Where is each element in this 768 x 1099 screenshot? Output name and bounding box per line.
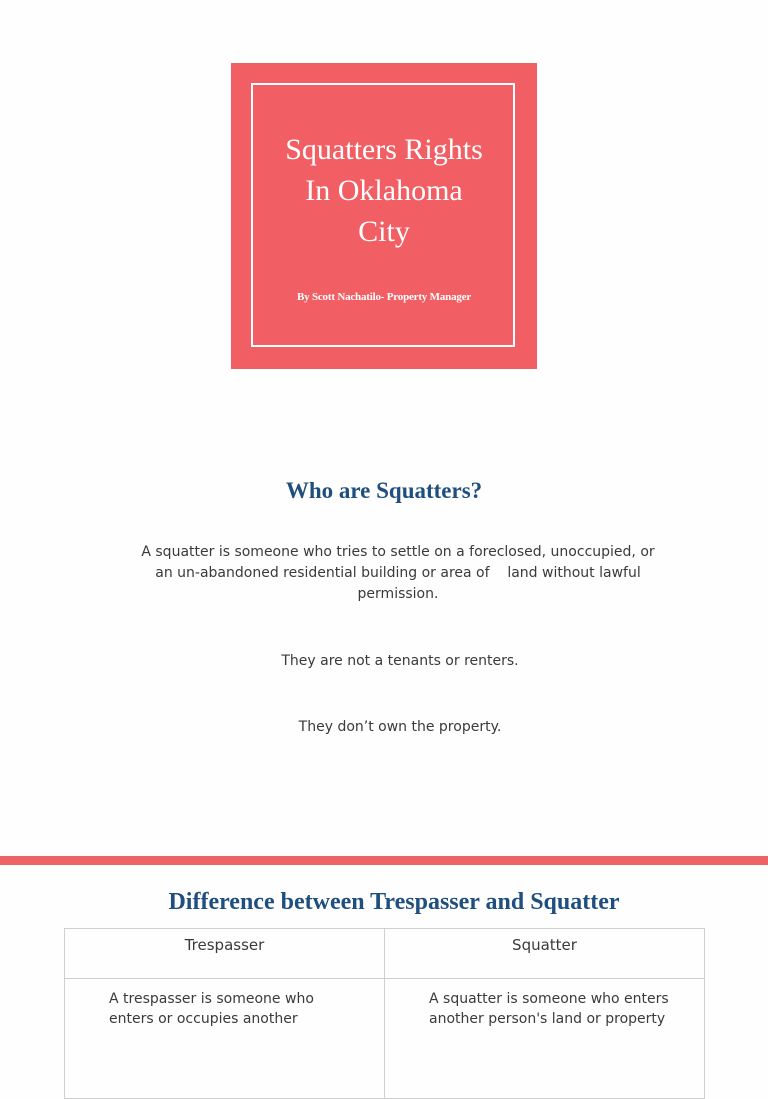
column-header-trespasser: Trespasser [65, 929, 385, 979]
column-header-squatter: Squatter [385, 929, 705, 979]
cover-title [231, 129, 537, 252]
table-header-row [65, 929, 705, 979]
comparison-table [64, 928, 705, 1099]
not-tenants-text: They are not a tenants or renters. [281, 653, 519, 669]
squatter-description: A squatter is someone who enters another person's land or property [385, 979, 705, 1099]
definition-line: permission. [357, 586, 439, 602]
section-divider [0, 856, 768, 865]
cover-title-line: In Oklahoma [305, 174, 463, 207]
cover-author: By Scott Nachatilo- Property Manager [296, 291, 472, 303]
not-owners-text: They don’t own the property. [298, 719, 502, 735]
cover-title-line: Squatters Rights [285, 133, 483, 166]
trespasser-description: A trespasser is someone who enters or occupies another [65, 979, 385, 1099]
cover-title-line: City [358, 215, 410, 248]
who-heading: Who are Squatters? [285, 478, 483, 503]
definition-line: A squatter is someone who tries to settle on a foreclosed, unoccupied, or [141, 544, 655, 560]
squatter-definition [14, 542, 768, 605]
cover-card [231, 63, 537, 369]
table-row [65, 979, 705, 1099]
definition-line: an un-abandoned residential building or area of land without lawful [155, 565, 641, 581]
difference-heading: Difference between Trespasser and Squatter [168, 889, 620, 915]
